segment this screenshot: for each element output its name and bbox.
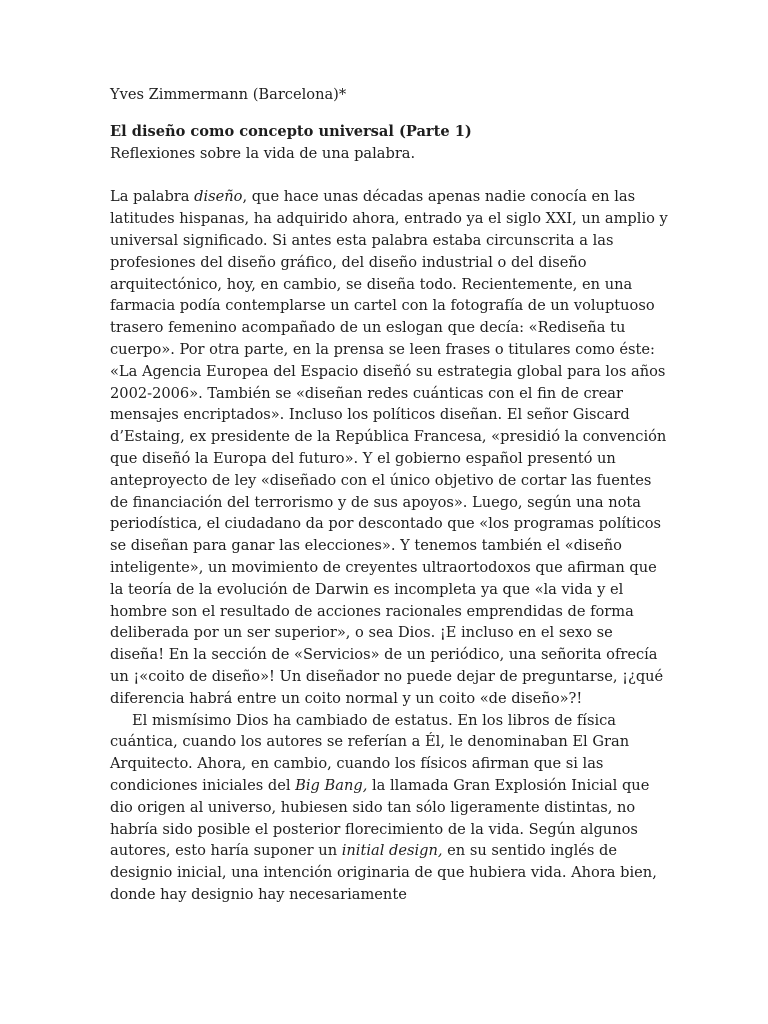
paragraph-2-text-part-1: El mismísimo Dios ha cambiado de estatus. En los libros de física cuántica, cuando los autores se referían a Él, le denominaban El Gran Arquitecto. Ahora, en cambio, cuando los físicos afirman que si las condiciones iniciales del [110,711,630,794]
author-line: Yves Zimmermann (Barcelona)* [110,86,347,103]
paragraph-1-italic-word: diseño [194,188,243,206]
paragraph-2-text-part-3: en su sentido inglés de designio inicial, una intención originaria de que hubiera vida. Ahora bien, donde hay designio hay necesariamente [110,842,657,903]
article-title: El diseño como concepto universal (Parte 1) [110,122,472,140]
document-page [110,84,670,906]
paragraph-2-italic-big-bang: Big Bang, [295,776,368,794]
body-paragraph-2 [110,710,670,906]
paragraph-1-text-start: La palabra [110,188,195,206]
body-paragraph-1 [110,186,670,709]
paragraph-1-text-rest: , que hace unas décadas apenas nadie conocía en las latitudes hispanas, ha adquirido ahora, entrado ya el siglo XXI, un amplio y universal significado. Si antes esta palabra estaba circunscrita a las profesiones del diseño gráfico, del diseño industrial o del diseño arquitectónico, hoy, en cambio, se diseña todo. Recientemente, en una farmacia podía contemplarse un cartel con la fotografía de un voluptuoso trasero femenino acompañado de un eslogan que decía: «Rediseña tu cuerpo». Por otra parte, en la prensa se leen frases o titulares como éste: «La Agencia Europea del Espacio diseñó su estrategia global para los años 2002-2006». También se «diseñan redes cuánticas con el fin de crear mensajes encriptados». Incluso los políticos diseñan. El señor Giscard d’Estaing, ex presidente de la República Francesa, «presidió la convención que diseñó la Europa del futuro». Y el gobierno español presentó un anteproyecto de ley «diseñado con el único objetivo de cortar las fuentes de financiación del terrorismo y de sus apoyos». Luego, según una nota periodística, el ciudadano da por descontado que «los programas políticos se diseñan para ganar las elecciones». Y tenemos también el «diseño inteligente», un movimiento de creyentes ultraortodoxos que afirman que la teoría de la evolución de Darwin es incompleta ya que «la vida y el hombre son el resultado de acciones racionales emprendidas de forma deliberada por un ser superior», o sea Dios. ¡E incluso en el sexo se diseña! En la sección de «Servicios» de un periódico, una señorita ofrecía un ¡«coito de diseño»! Un diseñador no puede dejar de preguntarse, ¡¿qué diferencia habrá entre un coito normal y un coito «de diseño»?! [110,188,668,707]
paragraph-2-text-part-2: la llamada Gran Explosión Inicial que dio origen al universo, hubiesen sido tan sólo ligeramente distintas, no habría sido posible el posterior florecimiento de la vida. Según algunos autores, esto haría suponer un [110,776,650,860]
article-subtitle: Reflexiones sobre la vida de una palabra. [110,144,416,162]
paragraph-2-italic-initial-design: initial design, [341,842,443,860]
